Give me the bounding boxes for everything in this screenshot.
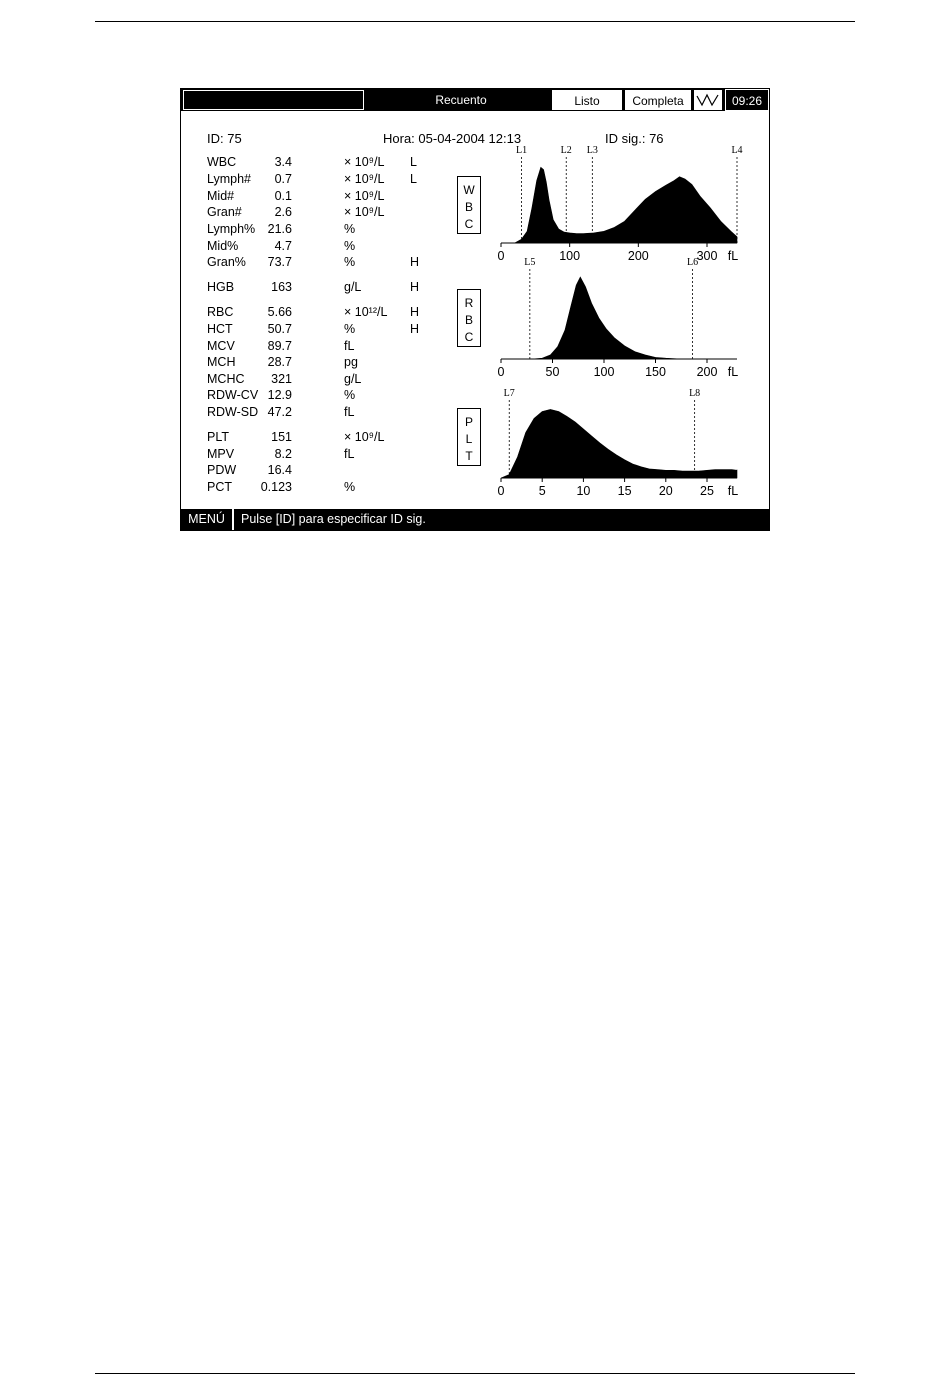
rbc-unit-label: fL <box>727 365 739 379</box>
param-flag: L <box>410 155 417 169</box>
param-flag: H <box>410 280 420 294</box>
wbc-label-letter: W <box>463 183 475 197</box>
wbc-tick-label: 0 <box>497 249 505 263</box>
sample-id: ID: 75 <box>207 131 242 146</box>
param-unit: % <box>344 255 356 269</box>
plt-tick-label: 20 <box>658 484 673 498</box>
param-unit: % <box>344 322 356 336</box>
param-value: 12.9 <box>267 388 292 402</box>
histogram-plots <box>181 112 769 509</box>
param-name: MPV <box>207 447 235 461</box>
plt-label-letter: L <box>465 432 473 446</box>
param-name: Gran% <box>207 255 246 269</box>
bottom-rule <box>95 1373 855 1374</box>
param-name: MCH <box>207 355 236 369</box>
status-bar <box>181 509 769 530</box>
rbc-tick-label: 0 <box>497 365 505 379</box>
param-value: 73.7 <box>267 255 292 269</box>
wbc-unit-label: fL <box>727 249 739 263</box>
plt-tick-label: 15 <box>617 484 632 498</box>
plt-label-letter: T <box>465 449 473 463</box>
rbc-marker-label: L6 <box>687 257 699 268</box>
rbc-marker-label: L5 <box>524 257 536 268</box>
param-value: 2.6 <box>274 205 292 219</box>
param-flag: L <box>410 172 417 186</box>
patient-name-field[interactable] <box>183 90 364 110</box>
param-unit: % <box>344 480 356 494</box>
wbc-marker-label: L4 <box>731 145 743 156</box>
wbc-tick-label: 300 <box>696 249 718 263</box>
param-name: PCT <box>207 480 232 494</box>
menu-button[interactable]: MENÚ <box>181 509 234 530</box>
top-bar <box>181 89 769 111</box>
param-name: PLT <box>207 430 229 444</box>
screen-title: Recuento <box>435 93 487 107</box>
plt-unit-label: fL <box>727 484 739 498</box>
sample-time: Hora: 05-04-2004 12:13 <box>383 131 522 146</box>
param-value: 28.7 <box>267 355 292 369</box>
param-unit: fL <box>344 339 355 353</box>
rbc-histogram-area <box>501 277 728 359</box>
param-unit: × 10⁹/L <box>344 205 385 219</box>
param-unit: × 10⁹/L <box>344 189 385 203</box>
param-name: Mid# <box>207 189 235 203</box>
param-name: HCT <box>207 322 233 336</box>
plt-label-letter: P <box>464 415 473 429</box>
param-value: 50.7 <box>267 322 292 336</box>
param-name: RDW-SD <box>207 405 259 419</box>
param-flag: H <box>410 322 420 336</box>
plt-histogram-area <box>501 409 737 478</box>
param-unit: pg <box>344 355 358 369</box>
param-unit: × 10⁹/L <box>344 172 385 186</box>
wbc-label-letter: B <box>464 200 473 214</box>
rbc-label-letter: B <box>464 313 473 327</box>
param-value: 8.2 <box>274 447 292 461</box>
param-unit: % <box>344 388 356 402</box>
next-id: ID sig.: 76 <box>605 131 664 146</box>
param-unit: % <box>344 239 356 253</box>
param-name: Gran# <box>207 205 242 219</box>
param-value: 89.7 <box>267 339 292 353</box>
param-flag: H <box>410 255 420 269</box>
plt-marker-label: L8 <box>689 388 701 399</box>
param-value: 16.4 <box>267 463 292 477</box>
wbc-tick-label: 100 <box>559 249 581 263</box>
wbc-marker-label: L1 <box>516 145 528 156</box>
plt-tick-label: 25 <box>700 484 714 498</box>
wbc-tick-label: 200 <box>627 249 649 263</box>
ready-status: Listo <box>551 89 623 111</box>
param-value: 5.66 <box>267 305 292 319</box>
param-value: 0.7 <box>274 172 292 186</box>
param-value: 151 <box>271 430 292 444</box>
rbc-tick-label: 50 <box>545 365 560 379</box>
param-unit: % <box>344 222 356 236</box>
clock: 09:26 <box>725 89 769 111</box>
plt-tick-label: 0 <box>497 484 505 498</box>
rbc-label-letter: R <box>464 296 474 310</box>
param-unit: × 10¹²/L <box>344 305 388 319</box>
results-area <box>181 112 769 509</box>
param-name: RDW-CV <box>207 388 259 402</box>
status-message: Pulse [ID] para especificar ID sig. <box>241 512 426 526</box>
count-mode[interactable]: Completa <box>624 89 692 111</box>
wbc-marker-label: L2 <box>560 145 572 156</box>
top-rule <box>95 21 855 22</box>
param-name: WBC <box>207 155 237 169</box>
param-name: Mid% <box>207 239 239 253</box>
param-value: 4.7 <box>274 239 292 253</box>
wbc-histogram-area <box>501 167 737 243</box>
sine-wave-icon <box>693 89 723 111</box>
param-unit: g/L <box>344 372 362 386</box>
param-value: 163 <box>271 280 292 294</box>
param-value: 21.6 <box>267 222 292 236</box>
param-name: MCV <box>207 339 235 353</box>
param-name: Lymph% <box>207 222 256 236</box>
param-unit: × 10⁹/L <box>344 430 385 444</box>
plt-marker-label: L7 <box>503 388 515 399</box>
param-name: MCHC <box>207 372 245 386</box>
param-value: 0.123 <box>260 480 292 494</box>
param-unit: g/L <box>344 280 362 294</box>
wbc-label-letter: C <box>464 217 474 231</box>
param-unit: fL <box>344 405 355 419</box>
param-flag: H <box>410 305 420 319</box>
plt-tick-label: 10 <box>576 484 591 498</box>
analyzer-screen <box>180 88 770 531</box>
rbc-tick-label: 200 <box>696 365 718 379</box>
wbc-marker-label: L3 <box>586 145 598 156</box>
plt-tick-label: 5 <box>538 484 546 498</box>
param-value: 47.2 <box>267 405 292 419</box>
param-name: RBC <box>207 305 234 319</box>
param-unit: × 10⁹/L <box>344 155 385 169</box>
rbc-label-letter: C <box>464 330 474 344</box>
param-name: PDW <box>207 463 237 477</box>
rbc-tick-label: 150 <box>645 365 666 379</box>
param-value: 3.4 <box>274 155 292 169</box>
param-value: 0.1 <box>274 189 292 203</box>
param-name: Lymph# <box>207 172 252 186</box>
param-unit: fL <box>344 447 355 461</box>
param-value: 321 <box>271 372 292 386</box>
param-name: HGB <box>207 280 235 294</box>
rbc-tick-label: 100 <box>593 365 615 379</box>
